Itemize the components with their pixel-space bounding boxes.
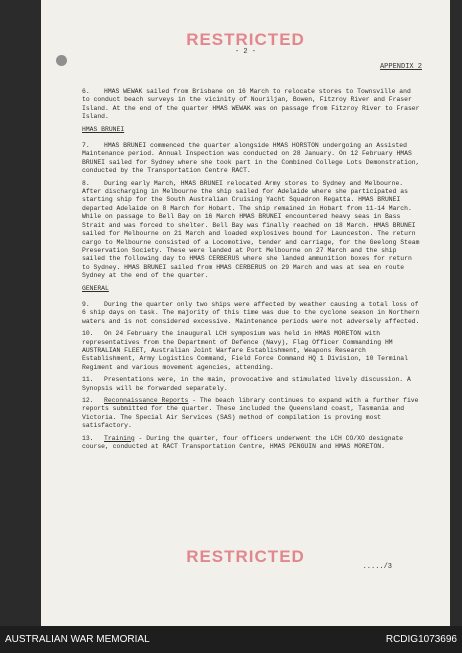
heading-hmas-brunei: HMAS BRUNEI xyxy=(82,125,125,133)
document-page xyxy=(41,0,450,626)
paragraph-12: 12. Reconnaissance Reports - The beach library continues to expand with a further five reports submitted for the quarter. These included the Queensland coast, Tasmania and Victoria. The Special Air Services (SAS) method of compilation is proving most satisfactory. xyxy=(82,397,419,430)
paragraph xyxy=(82,301,420,326)
paragraph-number: 8. xyxy=(82,179,90,187)
continuation-marker: ...../3 xyxy=(362,563,392,571)
restricted-stamp-bottom: RESTRICTED xyxy=(186,547,305,566)
paragraph-13-title: Training xyxy=(104,434,135,442)
paragraph xyxy=(82,180,420,281)
paragraph-text: During early March, HMAS BRUNEI relocated Army stores to Sydney and Melbourne. After discharging in Melbourne the ship sailed for Adelaide where she participated as starting ship for the South Australian Cruising Yacht Squadron Regatta. HMAS BRUNEI departed Adelaide on 8 March for Hobart. The ship remained in Hobart from 11-14 March. While on passage to Bell Bay on 16 March HMAS BRUNEI encountered heavy seas in Bass Strait and was forced to shelter. Bell Bay was finally reached on 18 March. HMAS BRUNEI sailed for Melbourne on 21 March and loaded explosives bound for Launceston. The return cargo to Melbourne consisted of a Locomotive, tender and carriage, for the Geelong Steam Preservation Society. These were landed at Port Melbourne on 27 March and the ship sailed the following day to HMAS CERBERUS where she landed ammunition boxes for return to Sydney. HMAS BRUNEI sailed from HMAS CERBERUS on 29 March and was at sea en route Sydney at the end of the quarter. xyxy=(82,179,420,280)
paragraph-text: Presentations were, in the main, provocative and stimulated lively discussion. A Synopsis will be forwarded separately. xyxy=(82,376,411,392)
footer-source: AUSTRALIAN WAR MEMORIAL xyxy=(5,634,150,645)
paragraph-number: 10. xyxy=(82,330,94,338)
document-body xyxy=(82,88,420,455)
paragraph-number: 7. xyxy=(82,142,90,150)
footer-record-id: RCDIG1073696 xyxy=(385,634,457,645)
page-number: - 2 - xyxy=(234,48,256,56)
paragraph-group-brunei xyxy=(82,142,420,281)
paragraph-text: On 24 February the inaugural LCH symposium was held in HMAS MORETON with representatives from the Department of Defence (Navy), Flag Officer Commanding HM AUSTRALIAN FLEET, Australian Joint Warfare Establishment, Weapons Research Establishment, Army Logistics Command, Field Force Command HQ 1 Division, 10 Terminal Regiment and various movement agencies, attending. xyxy=(82,330,408,371)
paragraph-text: HMAS WEWAK sailed from Brisbane on 16 March to relocate stores to Townsville and to conduct beach surveys in the vicinity of Nouriljan, Bowen, Fitzroy River and Fraser Island. At the end of the quarter HMAS WEWAK was on passage from Fitzroy River to Fraser Island. xyxy=(82,88,420,121)
archive-footer xyxy=(0,626,462,653)
paragraph-group-general xyxy=(82,301,420,393)
paragraph xyxy=(82,376,420,393)
paragraph-13: 13. Training - During the quarter, four officers underwent the LCH CO/XO designate course, conducted at RACT Transportation Centre, HMAS PENGUIN and HMAS MORETON. xyxy=(82,434,404,451)
restricted-stamp-top: RESTRICTED xyxy=(186,30,305,49)
paragraph-number: 9. xyxy=(82,300,90,308)
appendix-label: APPENDIX 2 xyxy=(379,63,422,71)
paragraph xyxy=(82,88,420,122)
paragraph-number: 11. xyxy=(82,376,94,384)
paragraph-number: 6. xyxy=(82,88,90,95)
paragraph-12-title: Reconnaissance Reports xyxy=(104,397,189,404)
paragraph xyxy=(82,142,420,176)
paragraph xyxy=(82,330,420,372)
paragraph-text: HMAS BRUNEI commenced the quarter alongside HMAS HORSTON undergoing an Assisted Maintenance period. Annual Inspection was conducted on 28 January. On 12 February HMAS BRUNEI sailed for Sydney where she took part in the Combined College Lots Demonstration, conducted by the Transportation Centre RACT. xyxy=(82,142,420,175)
paragraph-group-wewak xyxy=(82,88,420,122)
paragraph-text: During the quarter only two ships were affected by weather causing a total loss of 6 ship days on task. The majority of this time was due to the cyclone season in Northern waters and is not considered excessive. Maintenance periods were not adversely affected. xyxy=(82,300,420,325)
punch-hole-icon xyxy=(56,55,67,66)
heading-general: GENERAL xyxy=(82,284,109,292)
